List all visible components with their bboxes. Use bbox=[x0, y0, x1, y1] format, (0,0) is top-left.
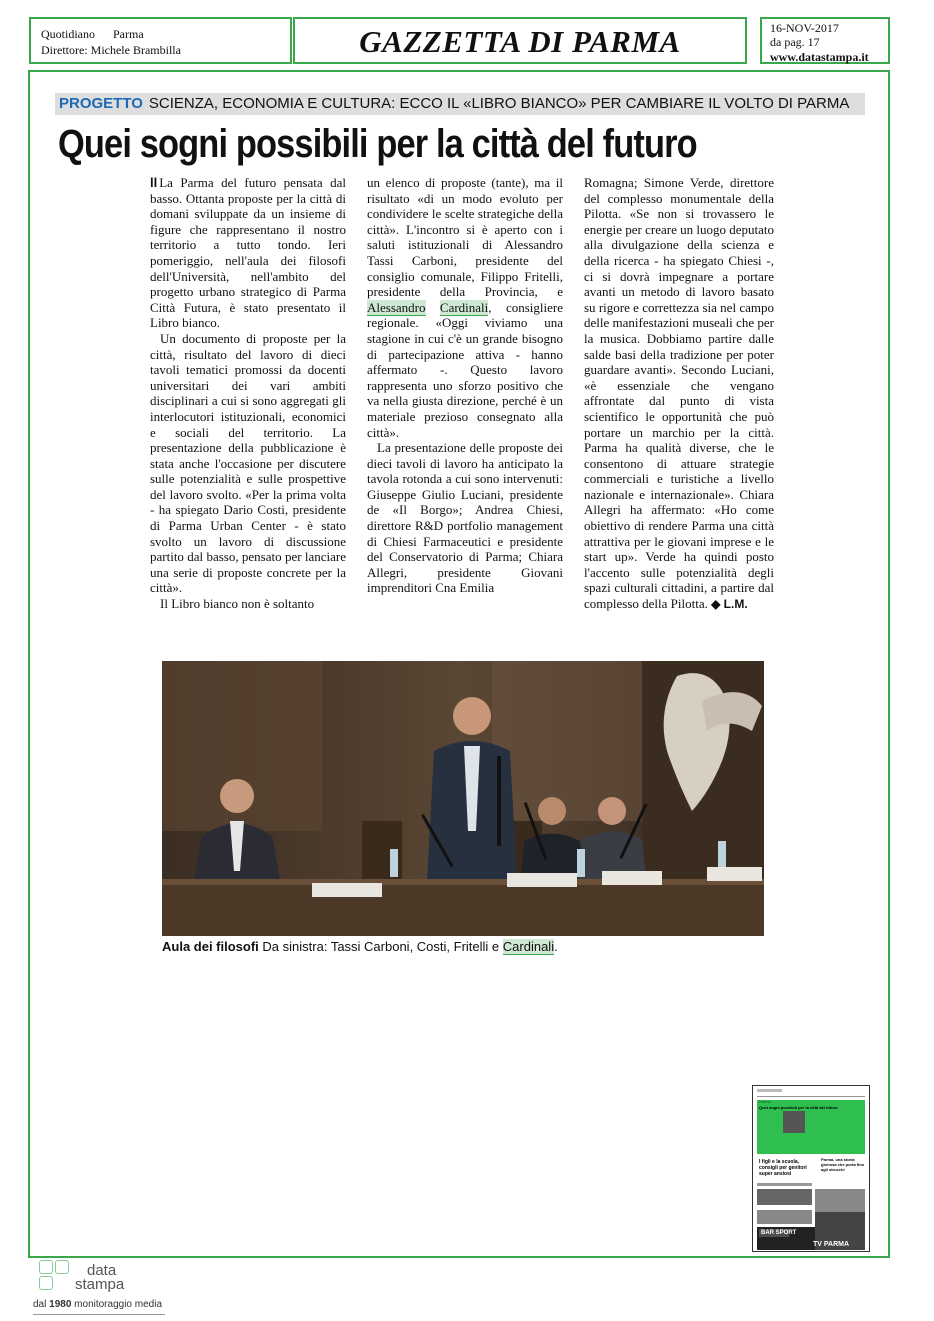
author-signature: ◆ L.M. bbox=[711, 597, 748, 612]
thumb-story-2: Parma, una storia gloriosa che porta fino agli strucchi bbox=[821, 1157, 865, 1172]
logo-underline bbox=[33, 1314, 165, 1315]
paragraph bbox=[584, 175, 774, 613]
article-column-1 bbox=[150, 175, 346, 612]
logo-square-icon bbox=[55, 1260, 69, 1274]
page-ref: da pag. 17 bbox=[770, 35, 820, 49]
publication-type-line bbox=[41, 27, 162, 41]
paragraph bbox=[367, 175, 563, 440]
article-photo bbox=[162, 661, 764, 936]
caption-title: Aula dei filosofi bbox=[162, 939, 259, 954]
tagline-prefix: dal bbox=[33, 1299, 47, 1310]
datastampa-logo bbox=[33, 1259, 173, 1319]
kicker-tag: PROGETTO bbox=[59, 95, 143, 112]
source-site: www.datastampa.it bbox=[770, 50, 869, 64]
logo-tagline bbox=[33, 1299, 162, 1310]
tagline-suffix: monitoraggio media bbox=[74, 1299, 162, 1310]
caption-highlighted-name: Cardinali bbox=[502, 939, 555, 954]
paragraph-text: un elenco di proposte (tante), ma il risultato «di un modo evoluto per condividere le scelte strategiche della città». L'incontro si è aperto con i saluti istituzionali di Alessandro Tassi Carboni, presidente del consiglio comunale, Filippo Fritelli, presidente della Provincia, e bbox=[367, 175, 563, 300]
issue-date: 16-NOV-2017 bbox=[770, 21, 839, 35]
article-column-2 bbox=[367, 175, 563, 596]
publication-city: Parma bbox=[113, 27, 144, 41]
paragraph-mark-icon: ll bbox=[150, 175, 158, 190]
paragraph-text: La Parma del futuro pensata dal basso. Ottanta proposte per la città di domani sviluppate da un insieme di figure che rappresentano il nostro territorio a tutto tondo. Ieri pomeriggio, nell'aula dei filosofi dell'Università, nell'ambito del progetto urbano strategico di Parma Città Futura, è stato presentato il Libro bianco. bbox=[150, 175, 346, 331]
logo-word-data: data bbox=[87, 1262, 117, 1279]
masthead-box bbox=[293, 17, 747, 64]
paragraph-text: , consigliere regionale. «Oggi viviamo una stagione in cui c'è un grande bisogno di partecipazione attiva - hanno affermato -. Questo lavoro rappresenta uno sforzo positivo che va nella giusta direzione, perché è un materiale prezioso consegnato alla città». bbox=[367, 299, 563, 440]
thumb-story-1: I figli e la scuola, consigli per genitori super ansiosi bbox=[759, 1159, 807, 1177]
photo-caption bbox=[162, 939, 772, 955]
conference-photo-image bbox=[162, 661, 764, 936]
article-kicker bbox=[55, 93, 865, 115]
thumb-bar-sport: BAR SPORT bbox=[761, 1230, 797, 1236]
paragraph: Il Libro bianco non è soltanto bbox=[160, 596, 315, 612]
director-line: Direttore: Michele Brambilla bbox=[41, 43, 181, 57]
kicker-topic: SCIENZA, ECONOMIA E CULTURA: ECCO IL «LIBRO BIANCO» PER CAMBIARE IL VOLTO DI PARMA bbox=[148, 95, 850, 112]
highlighted-name: Cardinali bbox=[439, 299, 489, 315]
paragraph-text: Romagna; Simone Verde, direttore del complesso monumentale della Pilotta. «Se non si trovassero le energie per creare un luogo deputato alla divulgazione della scienza e della ricerca - ha spiegato Chiesi -, ci si dovrà impegnare a portare avanti un metodo di lavoro basato su rigore e correttezza sia nel campo delle manifestazioni museali che per la musica. Dobbiamo partire dalle salde basi della tradizione per poter guardare avanti». Secondo Luciani, «è essenziale che vengano affrontate dal punto di vista scientifico le opportunità che può portare un marchio per la città. Parma ha qualità diverse, che le consentono di attuare strategie commerciali e turistiche a livello nazionale e internazionale». Chiara Allegri ha affermato: «Ho come obiettivo di rendere Parma una città attrattiva per le giovani imprese e le start up». Verde ha quindi posto l'accento sulle potenzialità degli spazi culturali cittadini, a partire dal complesso della Pilotta. bbox=[584, 175, 774, 612]
highlighted-name: Alessandro bbox=[367, 299, 426, 315]
date-box bbox=[760, 17, 890, 64]
caption-end: . bbox=[554, 939, 558, 954]
tagline-year: 1980 bbox=[49, 1299, 72, 1310]
paragraph: La presentazione delle proposte dei dieci tavoli di lavoro ha anticipato la tavola rotonda a cui sono intervenuti: Giuseppe Giulio Luciani, presidente de «Il Borgo»; Andrea Chiesi, direttore R&D portfolio management di Chiesi Farmaceutici e presidente del Conservatorio di Parma; Chiara Allegri, presidente Giovani imprenditori Cna Emilia bbox=[367, 440, 563, 596]
thumb-headline: Quei sogni possibili per la città del futuro bbox=[759, 1105, 838, 1110]
publication-type: Quotidiano bbox=[41, 27, 95, 41]
thumb-section: Parma bbox=[759, 1099, 771, 1104]
paragraph bbox=[150, 175, 346, 331]
page-thumbnail bbox=[752, 1085, 870, 1252]
article-column-3 bbox=[584, 175, 774, 613]
caption-text: Da sinistra: Tassi Carboni, Costi, Fritelli e bbox=[262, 939, 500, 954]
paragraph: Un documento di proposte per la città, risultato del lavoro di dieci tavoli tematici promossi da docenti universitari dei vari ambiti disciplinari a cui si sono aggregati gli interlocutori istituzionali, economici e sociali del territorio. La presentazione della pubblicazione è stata anche l'occasione per discutere sulle potenzialità e sulle prospettive del lavoro svolto. «Per la prima volta - ha spiegato Dario Costi, presidente di Parma Urban Center - è stato svolto un lavoro di discussione partito dal basso, pensato per lanciare una serie di proposte concrete per la città». bbox=[150, 330, 346, 596]
masthead: GAZZETTA DI PARMA bbox=[359, 24, 681, 59]
thumb-tv-parma: TV PARMA bbox=[813, 1241, 850, 1248]
logo-square-icon bbox=[39, 1276, 53, 1290]
header-meta-box bbox=[29, 17, 292, 64]
logo-word-stampa: stampa bbox=[75, 1276, 125, 1293]
article-headline: Quei sogni possibili per la città del futuro bbox=[58, 122, 697, 166]
logo-square-icon bbox=[39, 1260, 53, 1274]
